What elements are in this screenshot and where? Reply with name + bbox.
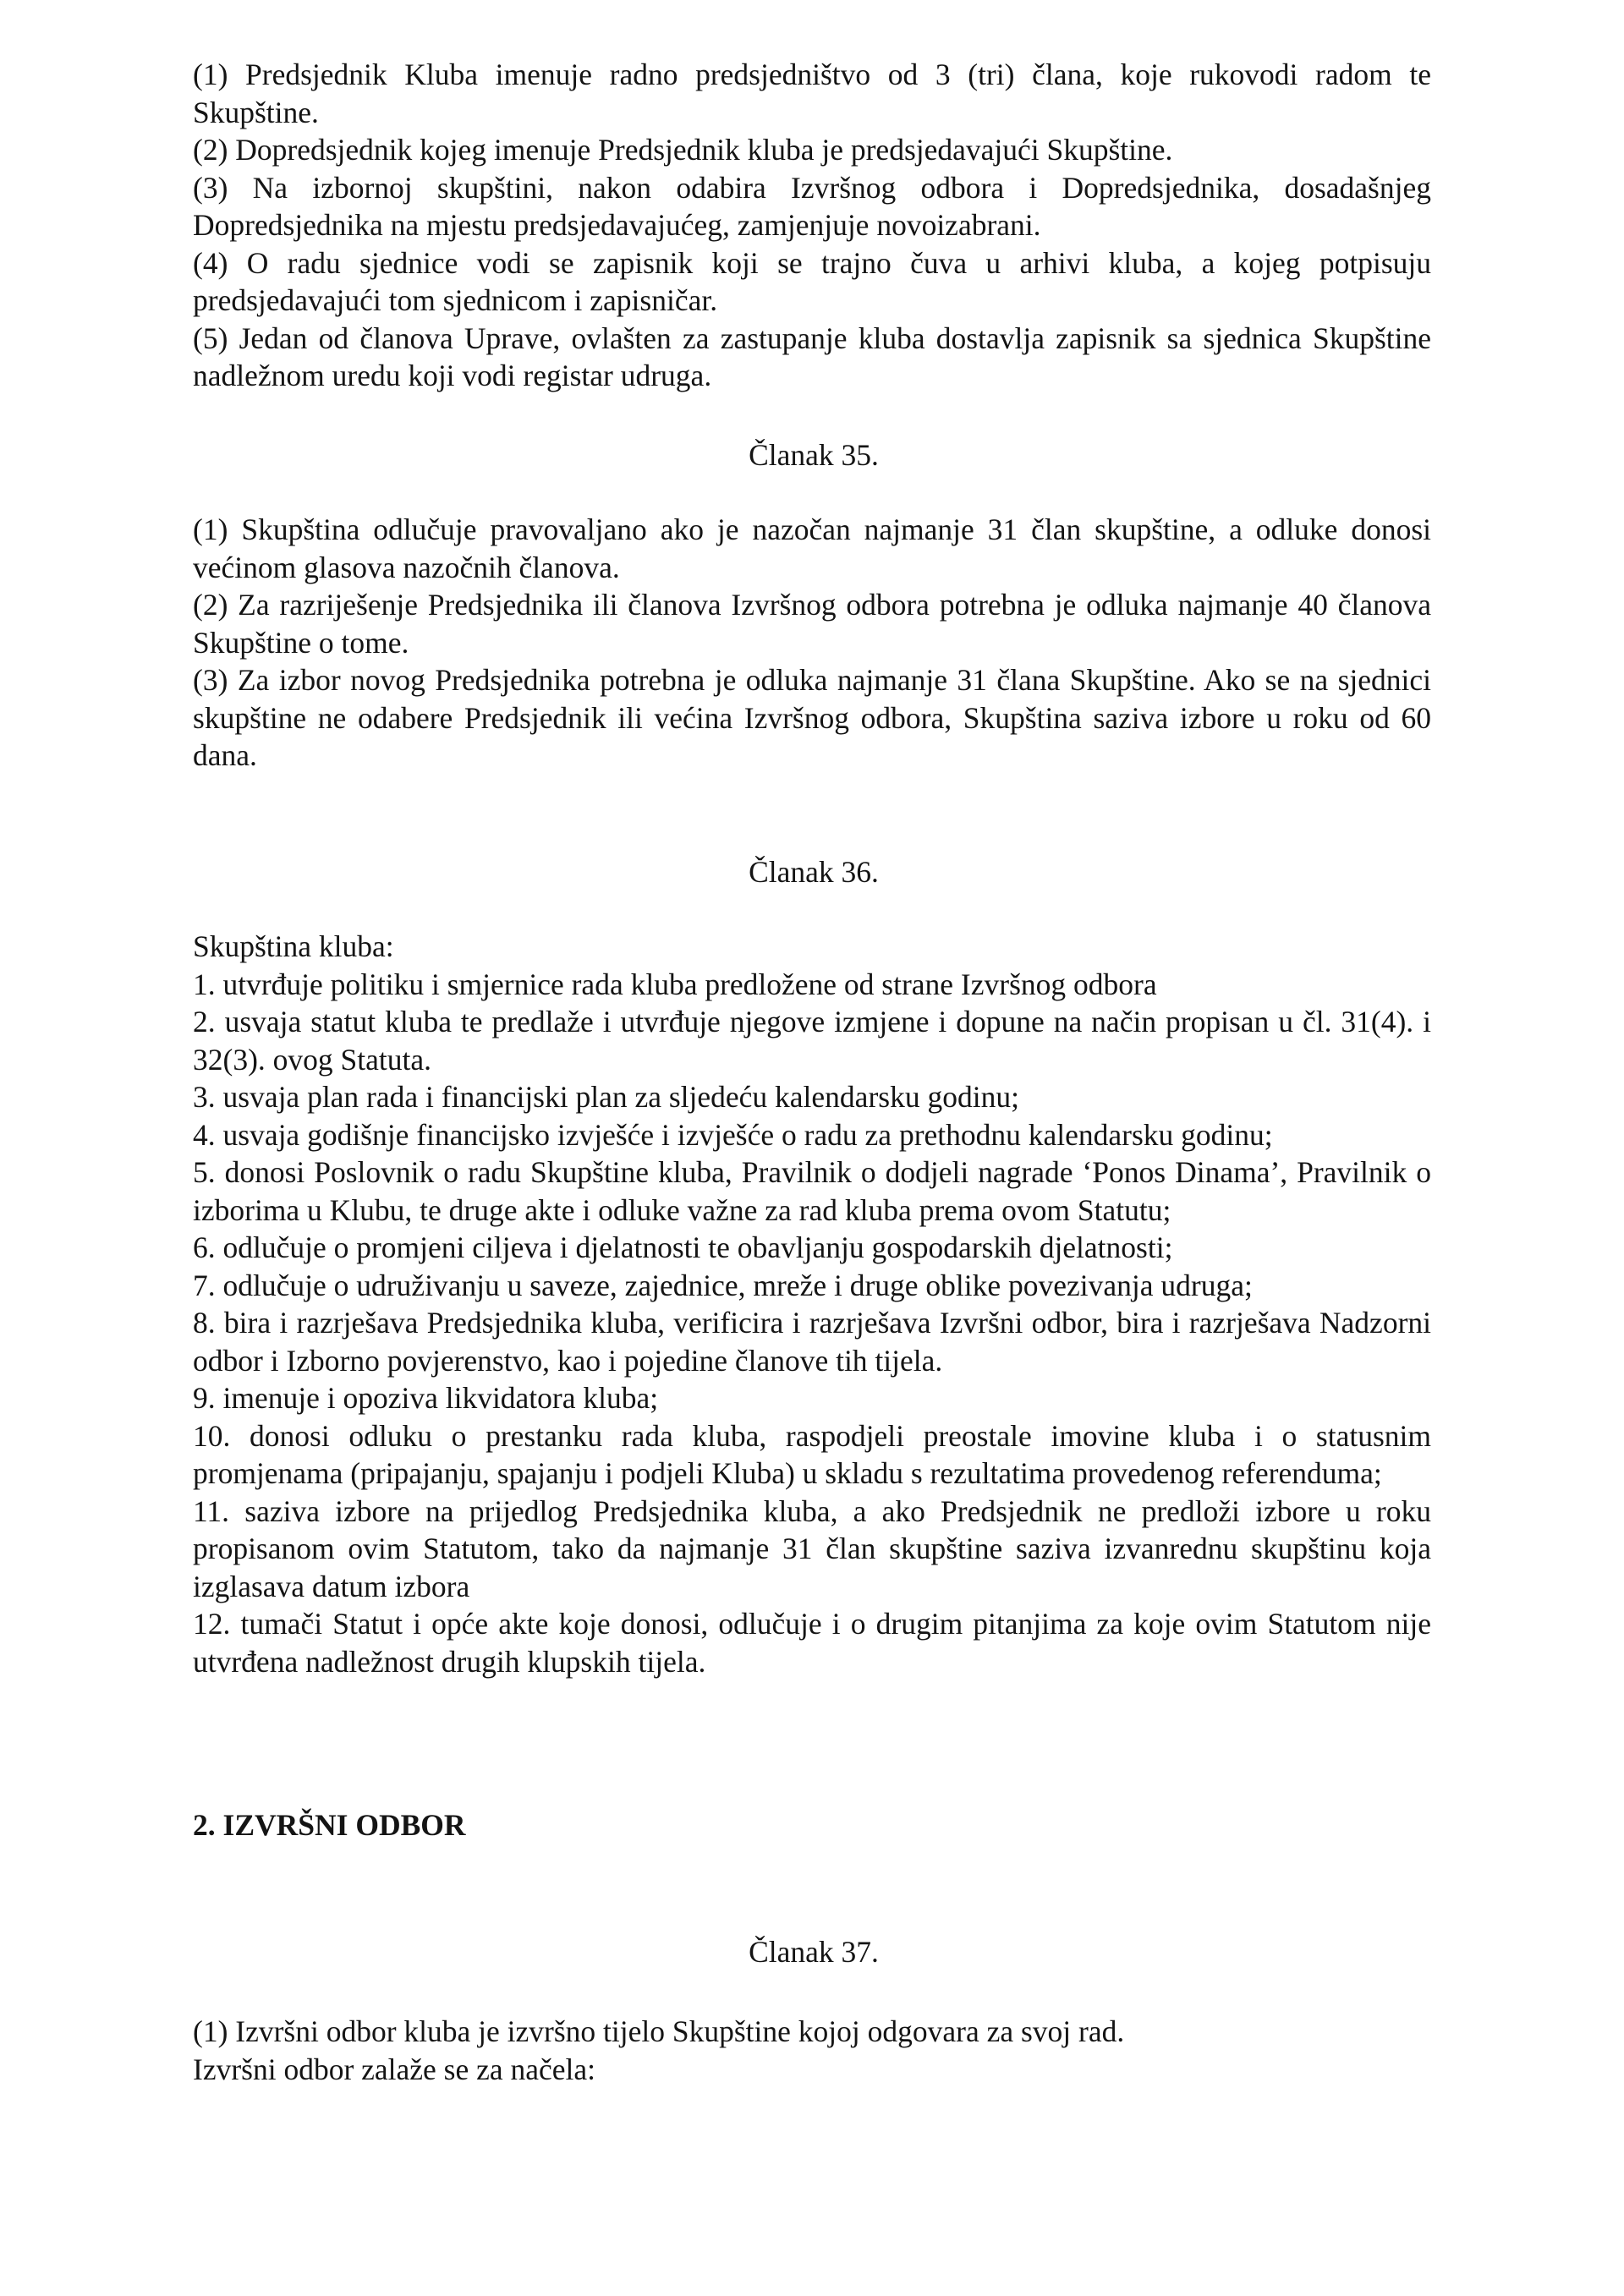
paragraph: (1) Izvršni odbor kluba je izvršno tijelo Skupštine kojoj odgovara za svoj rad. — [193, 2014, 1125, 2048]
article-heading: Članak 35. — [749, 437, 879, 472]
list-item: 9. imenuje i opoziva likvidatora kluba; — [193, 1381, 659, 1415]
paragraph: (2) Dopredsjednik kojeg imenuje Predsjednik kluba je predsjedavajući Skupštine. — [193, 133, 1173, 167]
list-item: 3. usvaja plan rada i financijski plan za sljedeću kalendarsku godinu; — [193, 1080, 1019, 1114]
article-35 — [193, 436, 1431, 775]
document-page — [193, 56, 1431, 2088]
list-item: 11. saziva izbore na prijedlog Predsjednika kluba, a ako Predsjednik ne predloži izbore u roku propisanom ovim Statutom, tako da najmanje 31 član skupštine saziva izvanrednu skupštinu koja izglasava datum izbora — [193, 1493, 1431, 1603]
article-34-continuation — [193, 56, 1431, 395]
list-item: 6. odlučuje o promjeni ciljeva i djelatnosti te obavljanju gospodarskih djelatnosti; — [193, 1230, 1173, 1264]
list-intro: Skupština kluba: — [193, 929, 394, 963]
paragraph: (4) O radu sjednice vodi se zapisnik koji se trajno čuva u arhivi kluba, a kojeg potpisuju predsjedavajući tom sjednicom i zapisničar. — [193, 245, 1431, 317]
paragraph: Izvršni odbor zalaže se za načela: — [193, 2052, 596, 2086]
list-item: 12. tumači Statut i opće akte koje donosi, odlučuje i o drugim pitanjima za koje ovim Statutom nije utvrđena nadležnost drugih klupskih tijela. — [193, 1607, 1431, 1679]
article-37 — [193, 1933, 1431, 2089]
list-item: 1. utvrđuje politiku i smjernice rada kluba predložene od strane Izvršnog odbora — [193, 967, 1157, 1001]
paragraph: (1) Predsjednik Kluba imenuje radno predsjedništvo od 3 (tri) člana, koje rukovodi radom te Skupštine. — [193, 58, 1431, 129]
list-item: 8. bira i razrješava Predsjednika kluba, verificira i razrješava Izvršni odbor, bira i razrješava Nadzorni odbor i Izborno povjerenstvo, kao i pojedine članove tih tijela. — [193, 1306, 1431, 1378]
list-item: 2. usvaja statut kluba te predlaže i utvrđuje njegove izmjene i dopune na način propisan u čl. 31(4). i 32(3). ovog Statuta. — [193, 1005, 1431, 1077]
list-item: 4. usvaja godišnje financijsko izvješće i izvješće o radu za prethodnu kalendarsku godinu; — [193, 1117, 1273, 1152]
paragraph: (1) Skupština odlučuje pravovaljano ako je nazočan najmanje 31 član skupštine, a odluke donosi većinom glasova nazočnih članova. — [193, 512, 1431, 584]
paragraph: (2) Za razriješenje Predsjednika ili članova Izvršnog odbora potrebna je odluka najmanje 40 članova Skupštine o tome. — [193, 588, 1431, 660]
section-title: 2. IZVRŠNI ODBOR — [193, 1808, 466, 1842]
list-item: 10. donosi odluku o prestanku rada kluba, raspodjeli preostale imovine kluba i o statusnim promjenama (pripajanju, spajanju i podjeli Kluba) u skladu s rezultatima provedenog referenduma; — [193, 1418, 1431, 1490]
paragraph: (3) Na izbornoj skupštini, nakon odabira Izvršnog odbora i Dopredsjednika, dosadašnjeg Dopredsjednika na mjestu predsjedavajućeg, zamjenjuje novoizabrani. — [193, 170, 1431, 242]
list-item: 5. donosi Poslovnik o radu Skupštine kluba, Pravilnik o dodjeli nagrade ‘Ponos Dinama’, Pravilnik o izborima u Klubu, te druge akte i odluke važne za rad kluba prema ovom Statutu; — [193, 1155, 1431, 1227]
list-item: 7. odlučuje o udruživanju u saveze, zajednice, mreže i druge oblike povezivanja udruga; — [193, 1268, 1253, 1302]
article-heading: Članak 37. — [749, 1934, 879, 1969]
article-heading: Članak 36. — [749, 854, 879, 889]
paragraph: (3) Za izbor novog Predsjednika potrebna je odluka najmanje 31 člana Skupštine. Ako se na sjednici skupštine ne odabere Predsjednik ili većina Izvršnog odbora, Skupština saziva izbore u roku od 60 dana. — [193, 663, 1431, 772]
article-36 — [193, 853, 1431, 1681]
paragraph: (5) Jedan od članova Uprave, ovlašten za zastupanje kluba dostavlja zapisnik sa sjednica Skupštine nadležnom uredu koji vodi registar udruga. — [193, 321, 1431, 392]
